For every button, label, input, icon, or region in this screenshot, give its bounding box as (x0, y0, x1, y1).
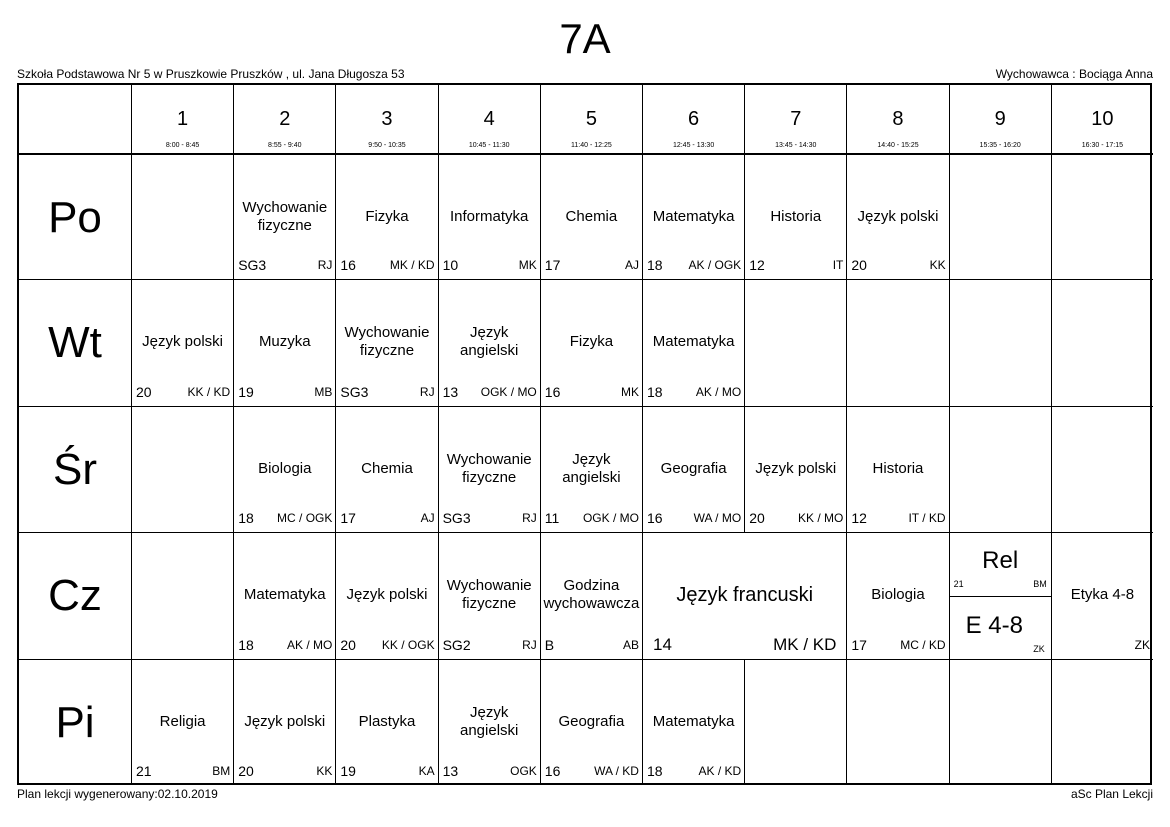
school-name: Szkoła Podstawowa Nr 5 w Pruszkowie Pruszków , ul. Jana Długosza 53 (17, 67, 405, 81)
empty-cell (1051, 406, 1153, 532)
day-header (19, 532, 131, 658)
lesson-room: SG3 (340, 383, 369, 400)
day-header (19, 153, 131, 279)
lesson-cell[interactable] (540, 659, 642, 785)
lesson-subject: Geografia (558, 712, 625, 730)
lesson-room: 18 (647, 257, 663, 274)
period-time: 14:40 - 15:25 (877, 142, 919, 149)
empty-cell (846, 659, 948, 785)
lesson-teacher: KK / MO (798, 511, 844, 526)
period-header (131, 85, 233, 153)
lesson-subject: Rel (982, 547, 1019, 575)
lesson-teacher: MB (314, 384, 333, 399)
lesson-room: 11 (544, 510, 560, 527)
empty-cell (949, 279, 1051, 405)
lesson-teacher: IT (832, 258, 844, 273)
lesson-cell[interactable] (642, 532, 846, 658)
lesson-teacher: RJ (419, 384, 435, 399)
lesson-subject: Godzina wychowawcza (543, 577, 640, 613)
lesson-room: 21 (953, 579, 964, 590)
lesson-subject: Język polski (142, 333, 224, 351)
lesson-cell[interactable] (642, 153, 744, 279)
lesson-subject: Religia (159, 712, 206, 730)
lesson-cell[interactable] (233, 153, 335, 279)
period-time: 10:45 - 11:30 (468, 142, 510, 149)
lesson-cell[interactable] (540, 153, 642, 279)
lesson-teacher: MC / OGK (277, 511, 333, 526)
day-name: Cz (48, 571, 102, 621)
lesson-room: 18 (647, 762, 663, 779)
period-time: 15:35 - 16:20 (979, 142, 1021, 149)
period-number: 4 (483, 108, 495, 130)
lesson-room: 12 (749, 257, 765, 274)
lesson-subject: Chemia (361, 459, 413, 477)
day-header (19, 406, 131, 532)
lesson-cell[interactable] (744, 406, 846, 532)
lesson-room: 20 (238, 762, 254, 779)
lesson-teacher: AK / MO (695, 384, 742, 399)
lesson-subject: Historia (770, 208, 822, 225)
lesson-subject: Język angielski (460, 324, 519, 360)
lesson-room: 19 (238, 383, 254, 400)
period-header (540, 85, 642, 153)
lesson-room: 18 (238, 636, 254, 653)
empty-cell (131, 153, 233, 279)
lesson-cell[interactable] (438, 532, 540, 658)
period-time: 8:00 - 8:45 (165, 142, 200, 149)
lesson-cell[interactable] (233, 279, 335, 405)
lesson-room: 13 (442, 383, 459, 400)
lesson-room: 20 (340, 636, 356, 653)
period-number: 5 (585, 108, 597, 130)
lesson-teacher: AK / MO (287, 637, 333, 652)
empty-cell (949, 659, 1051, 785)
period-number: 2 (279, 108, 291, 130)
lesson-subject: Biologia (871, 586, 925, 604)
day-header (19, 659, 131, 785)
lesson-subject: Wychowanie fizyczne (446, 450, 532, 486)
empty-cell (744, 279, 846, 405)
lesson-cell[interactable] (131, 659, 233, 785)
lesson-subject: Wychowanie fizyczne (446, 577, 532, 613)
lesson-room: 16 (647, 510, 663, 527)
lesson-subject: Chemia (565, 208, 618, 225)
ethics-group[interactable] (950, 596, 1051, 658)
lesson-cell[interactable] (846, 406, 948, 532)
empty-cell (1051, 279, 1153, 405)
lesson-teacher: AJ (420, 511, 435, 526)
lesson-subject: Język polski (244, 712, 326, 730)
lesson-cell[interactable] (642, 406, 744, 532)
lesson-cell[interactable] (233, 659, 335, 785)
empty-cell (1051, 153, 1153, 279)
lesson-teacher: AB (622, 637, 639, 652)
lesson-teacher: KA (418, 763, 435, 778)
lesson-subject: Wychowanie fizyczne (344, 324, 430, 360)
lesson-room: SG3 (442, 510, 471, 527)
lesson-subject: Wychowanie fizyczne (242, 199, 328, 234)
lesson-cell[interactable] (335, 153, 437, 279)
period-header (642, 85, 744, 153)
period-header (335, 85, 437, 153)
period-number: 9 (994, 108, 1006, 130)
lesson-cell[interactable] (438, 659, 540, 785)
lesson-room: SG3 (238, 257, 267, 274)
timetable-grid (17, 83, 1152, 785)
period-header (233, 85, 335, 153)
period-time: 13:45 - 14:30 (775, 142, 817, 149)
lesson-cell[interactable] (438, 153, 540, 279)
lesson-teacher: AK / KD (698, 763, 742, 778)
lesson-room: 20 (136, 383, 152, 400)
lesson-teacher: BM (1033, 579, 1047, 590)
lesson-cell[interactable] (846, 532, 948, 658)
lesson-subject: Etyka 4-8 (1070, 586, 1135, 604)
lesson-subject: Język angielski (460, 703, 519, 739)
split-lesson-cell[interactable] (949, 532, 1051, 658)
lesson-cell[interactable] (1051, 532, 1153, 658)
lesson-teacher: BM (212, 763, 231, 778)
lesson-subject: Historia (872, 459, 924, 477)
lesson-subject: Język polski (857, 208, 939, 225)
empty-cell (744, 659, 846, 785)
period-number: 3 (381, 108, 393, 130)
lesson-room: 21 (136, 762, 152, 779)
period-time: 16:30 - 17:15 (1081, 142, 1124, 149)
day-header (19, 279, 131, 405)
period-header (438, 85, 540, 153)
lesson-room: 10 (442, 257, 459, 274)
day-name: Po (48, 193, 102, 242)
homeroom-teacher: Wychowawca : Bociąga Anna (995, 67, 1153, 81)
period-time: 11:40 - 12:25 (571, 142, 612, 149)
lesson-cell[interactable] (233, 532, 335, 658)
lesson-cell[interactable] (335, 406, 437, 532)
lesson-cell[interactable] (642, 659, 744, 785)
lesson-subject: Matematyka (652, 712, 735, 730)
period-time: 8:55 - 9:40 (268, 142, 302, 149)
lesson-teacher: KK (316, 763, 333, 778)
lesson-room: 17 (340, 510, 356, 527)
lesson-subject: Fizyka (569, 333, 614, 351)
generated-date: Plan lekcji wygenerowany:02.10.2019 (17, 787, 218, 801)
lesson-teacher: OGK / MO (480, 384, 537, 399)
lesson-teacher: MK / KD (389, 258, 435, 273)
lesson-cell[interactable] (131, 279, 233, 405)
lesson-cell[interactable] (540, 532, 642, 658)
lesson-teacher: RJ (522, 511, 537, 526)
lesson-subject: Matematyka (243, 586, 326, 604)
lesson-cell[interactable] (540, 279, 642, 405)
lesson-room: 13 (442, 762, 459, 779)
lesson-subject: Muzyka (258, 333, 311, 351)
lesson-teacher: RJ (522, 637, 537, 652)
empty-cell (949, 406, 1051, 532)
lesson-room: B (544, 636, 555, 653)
lesson-subject: Język polski (755, 459, 837, 477)
lesson-cell[interactable] (335, 532, 437, 658)
lesson-teacher: WA / MO (693, 511, 742, 526)
lesson-teacher: AK / OGK (688, 258, 742, 273)
lesson-teacher: RJ (317, 258, 333, 273)
lesson-room: 17 (851, 636, 867, 653)
lesson-teacher: KK / OGK (381, 637, 435, 652)
lesson-room: 18 (647, 383, 663, 400)
lesson-cell[interactable] (438, 279, 540, 405)
lesson-cell[interactable] (335, 659, 437, 785)
lesson-teacher: OGK (510, 763, 537, 778)
lesson-subject: Geografia (660, 459, 727, 477)
period-number: 1 (177, 108, 189, 130)
lesson-cell[interactable] (744, 153, 846, 279)
religion-group[interactable] (950, 533, 1051, 597)
period-number: 6 (688, 108, 700, 130)
period-header (1051, 85, 1153, 153)
lesson-teacher: AJ (624, 258, 639, 273)
lesson-cell[interactable] (540, 406, 642, 532)
lesson-subject: Język angielski (562, 450, 621, 486)
lesson-teacher: OGK / MO (582, 511, 639, 526)
lesson-room: SG2 (442, 636, 471, 653)
lesson-subject: Matematyka (652, 208, 735, 225)
lesson-cell[interactable] (846, 153, 948, 279)
lesson-subject: Plastyka (358, 712, 416, 730)
lesson-teacher: KK (929, 258, 946, 273)
lesson-room: 18 (238, 510, 254, 527)
lesson-subject: Informatyka (450, 208, 529, 225)
lesson-room: 17 (544, 257, 561, 274)
lesson-teacher: ZK (1134, 637, 1150, 652)
class-title: 7A (559, 15, 611, 62)
lesson-teacher: MC / KD (900, 637, 946, 652)
lesson-teacher: IT / KD (908, 511, 946, 526)
lesson-room: 20 (749, 510, 765, 527)
lesson-subject: Język polski (346, 586, 428, 604)
lesson-teacher: MK / KD (773, 634, 837, 654)
lesson-teacher: MK (518, 258, 537, 273)
empty-cell (1051, 659, 1153, 785)
lesson-room: 16 (544, 762, 561, 779)
lesson-room: 16 (340, 257, 356, 274)
period-number: 10 (1091, 108, 1114, 130)
day-name: Pi (55, 697, 95, 747)
period-number: 7 (790, 108, 802, 130)
lesson-room: 14 (653, 634, 672, 654)
period-header (949, 85, 1051, 153)
lesson-teacher: MK (620, 384, 639, 399)
period-time: 9:50 - 10:35 (368, 142, 406, 149)
lesson-teacher: WA / KD (594, 763, 639, 778)
software-credit: aSc Plan Lekcji (1070, 787, 1153, 801)
lesson-room: 19 (340, 762, 356, 779)
period-number: 8 (892, 108, 904, 130)
lesson-teacher: KK / KD (187, 384, 231, 399)
lesson-teacher: ZK (1033, 644, 1045, 655)
lesson-room: 16 (544, 383, 561, 400)
empty-cell (949, 153, 1051, 279)
lesson-cell[interactable] (642, 279, 744, 405)
lesson-subject: Biologia (258, 459, 312, 477)
empty-cell (131, 532, 233, 658)
lesson-room: 20 (851, 257, 867, 274)
lesson-room: 12 (851, 510, 867, 527)
lesson-subject: Matematyka (652, 333, 735, 351)
period-header (846, 85, 948, 153)
lesson-subject: Język francuski (676, 584, 814, 607)
empty-cell (131, 406, 233, 532)
day-name: Wt (48, 318, 102, 368)
period-time: 12:45 - 13:30 (672, 142, 715, 149)
lesson-subject: Fizyka (365, 208, 409, 225)
lesson-cell[interactable] (335, 279, 437, 405)
lesson-subject: E 4-8 (965, 612, 1023, 640)
day-name: Śr (53, 444, 97, 494)
empty-cell (846, 279, 948, 405)
period-header (744, 85, 846, 153)
lesson-cell[interactable] (438, 406, 540, 532)
lesson-cell[interactable] (233, 406, 335, 532)
